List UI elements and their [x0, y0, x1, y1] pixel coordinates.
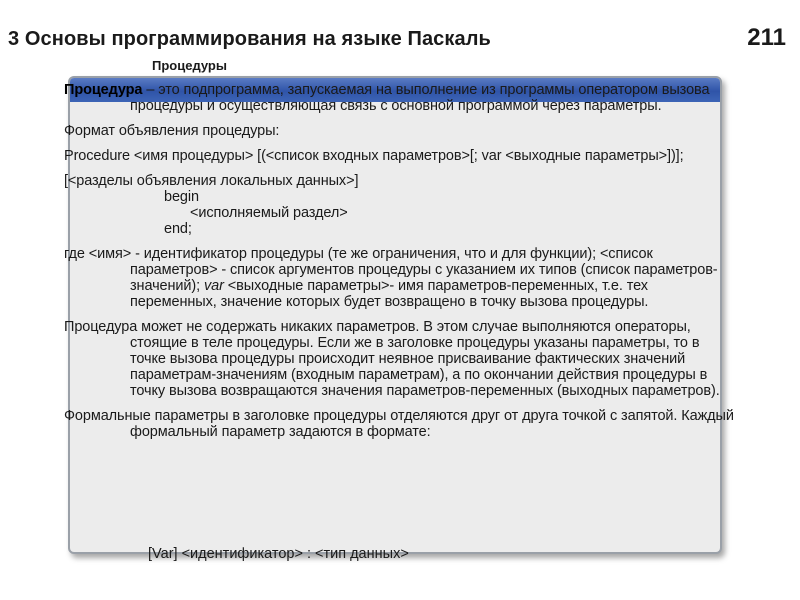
- end-keyword: end;: [164, 221, 192, 237]
- page-number: 211: [747, 24, 786, 51]
- formal-params-paragraph: Формальные параметры в заголовке процедуры отделяются друг от друга точкой с запятой. Каждый формальный параметр задаются в формате:: [64, 408, 734, 440]
- where-text-part2: <выходные параметры>- имя параметров-переменных, т.е. тех переменных, значение которых будет возвращено в точку вызова процедуры.: [130, 278, 649, 310]
- slide-card-label: Процедуры: [152, 58, 227, 73]
- no-params-paragraph: Процедура может не содержать никаких параметров. В этом случае выполняются операторы, стоящие в теле процедуры. Если же в заголовке процедуры указаны параметры, то в точке вызова процедуры происходит неявное присваивание фактических значений параметрам-значениям (входным параметрам), а по окончании действия процедуры в точку вызова возвращаются значения параметров-переменных (выходных параметров).: [64, 319, 720, 399]
- definition-term: Процедура: [64, 82, 143, 98]
- where-paragraph: [64, 246, 736, 310]
- definition-text: – это подпрограмма, запускаемая на выполнение из программы оператором вызова процедуры и осуществляющая связь с основной программой через параметры.: [130, 82, 710, 114]
- format-title: Формат объявления процедуры:: [64, 123, 280, 139]
- where-text-part1: где <имя> - идентификатор процедуры (те же ограничения, что и для функции); <список параметров> - список аргументов процедуры с указанием их типов (список параметров-значений);: [64, 246, 718, 294]
- code-block: [64, 173, 736, 237]
- format-line: Procedure <имя процедуры> [(<список входных параметров>[; var <выходные параметры>])];: [64, 148, 684, 164]
- slide-content: [64, 82, 736, 449]
- body-line: <исполняемый раздел>: [190, 205, 348, 221]
- begin-keyword: begin: [164, 189, 199, 205]
- where-var-keyword: var: [204, 278, 224, 294]
- definition-paragraph: [64, 82, 736, 114]
- decl-line: [<разделы объявления локальных данных>]: [64, 173, 359, 189]
- header-title: 3 Основы программирования на языке Паскаль: [8, 28, 491, 50]
- param-format-line: [Var] <идентификатор> : <тип данных>: [148, 546, 409, 562]
